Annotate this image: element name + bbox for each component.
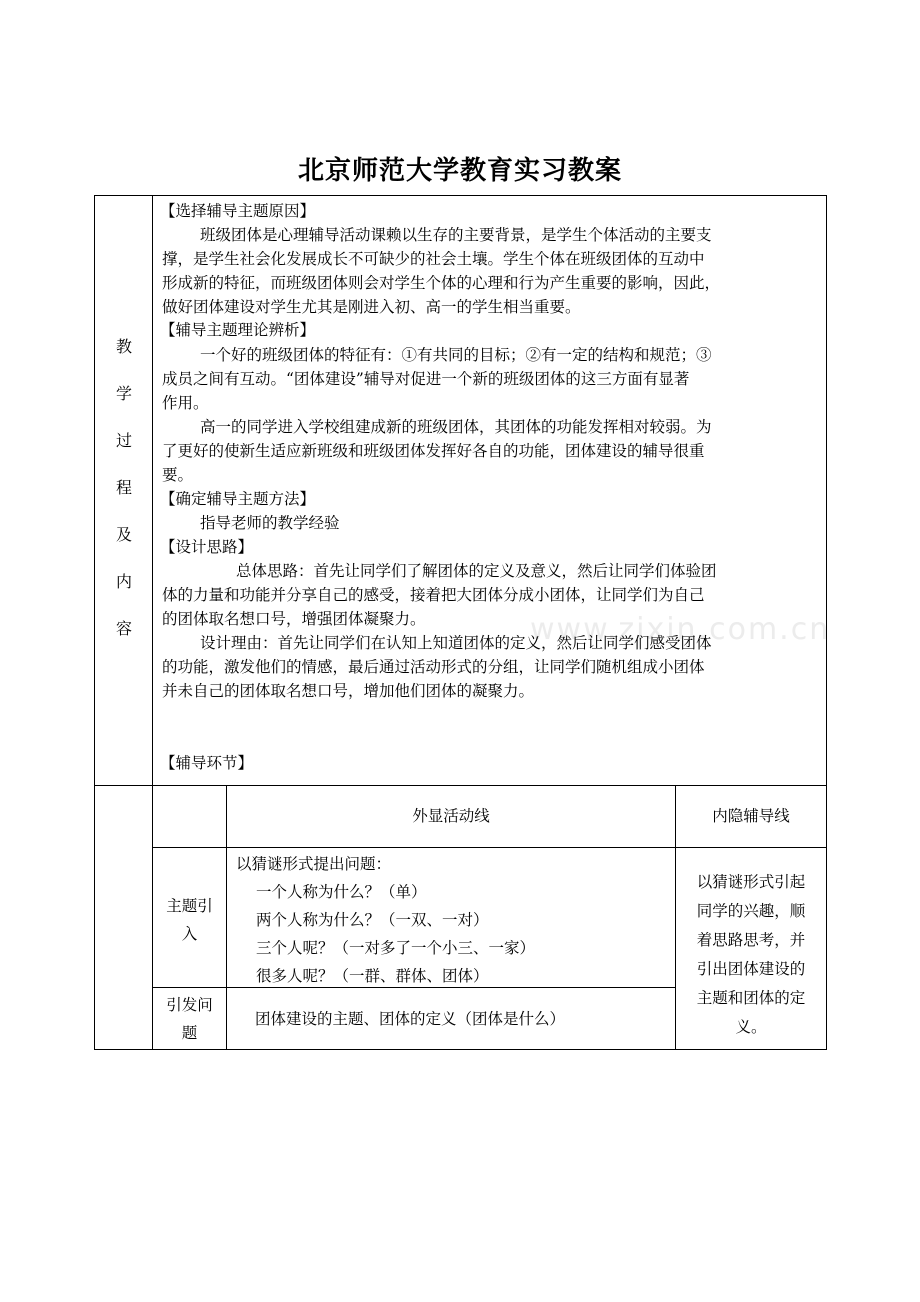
design-line: 的团体取名想口号，增强团体凝聚力。 <box>162 610 426 628</box>
guidance-line: 同学的兴趣，顺 <box>696 902 806 920</box>
theory-line: 高一的同学进入学校组建成新的班级团体，其团体的功能发挥相对较弱。为 <box>200 418 712 436</box>
side-char: 教 <box>115 337 132 356</box>
guidance-line: 以猜谜形式引起 <box>696 873 806 891</box>
header-inner-guidance: 内隐辅导线 <box>712 807 790 825</box>
activity-line: 以猜谜形式提出问题： <box>236 855 392 873</box>
header-outward-activity: 外显活动线 <box>412 807 490 825</box>
reason-line: 做好团体建设对学生尤其是刚进入初、高一的学生相当重要。 <box>162 298 581 316</box>
side-char: 程 <box>115 478 132 497</box>
row2-label-line: 题 <box>181 1024 198 1042</box>
guidance-line: 主题和团体的定 <box>696 989 806 1007</box>
theory-heading: 【辅导主题理论辨析】 <box>160 321 316 339</box>
activity-line: 很多人呢？（一群、群体、团体） <box>256 967 489 985</box>
row1-label <box>153 892 226 948</box>
activity-line: 两个人称为什么？（一双、一对） <box>256 911 489 929</box>
reason-line: 撑，是学生社会化发展成长不可缺少的社会土壤。学生个体在班级团体的互动中 <box>162 250 705 268</box>
design-line: 并未自己的团体取名想口号，增加他们团体的凝聚力。 <box>162 682 535 700</box>
row1-label-line: 入 <box>181 925 198 943</box>
side-char: 过 <box>115 431 132 450</box>
theory-line: 要。 <box>162 466 194 484</box>
activity-line: 三个人呢？（一对多了一个小三、一家） <box>256 939 536 957</box>
design-line: 体的力量和功能并分享自己的感受，接着把大团体分成小团体，让同学们为自己 <box>162 586 705 604</box>
side-char: 内 <box>115 572 132 591</box>
watermark: www.zixin.com.cn <box>530 612 831 647</box>
theory-line: 作用。 <box>162 394 209 412</box>
method-text: 指导老师的教学经验 <box>200 514 340 532</box>
theory-line: 一个好的班级团体的特征有：①有共同的目标；②有一定的结构和规范；③ <box>200 346 712 364</box>
guidance-line: 着思路思考，并 <box>696 931 806 949</box>
guidance-line: 引出团体建设的 <box>696 960 806 978</box>
row2-label-line: 引发问 <box>166 996 213 1014</box>
reason-line: 班级团体是心理辅导活动课赖以生存的主要背景，是学生个体活动的主要支 <box>200 226 712 244</box>
guidance-cell <box>679 868 823 1042</box>
row1-label-line: 主题引 <box>166 897 213 915</box>
design-line: 的功能，激发他们的情感，最后通过活动形式的分组，让同学们随机组成小团体 <box>162 658 705 676</box>
row2-activity: 团体建设的主题、团体的定义（团体是什么） <box>255 1010 566 1028</box>
reason-heading: 【选择辅导主题原因】 <box>160 202 316 220</box>
side-char: 及 <box>115 525 132 544</box>
table-header-rule <box>152 847 827 848</box>
guidance-line: 义。 <box>735 1018 767 1036</box>
page-title: 北京师范大学教育实习教案 <box>297 156 622 186</box>
reason-line: 形成新的特征，而班级团体则会对学生个体的心理和行为产生重要的影响，因此， <box>162 274 721 292</box>
steps-heading: 【辅导环节】 <box>160 754 254 772</box>
theory-line: 成员之间有互动。“团体建设”辅导对促进一个新的班级团体的这三方面有显著 <box>162 370 690 388</box>
side-label <box>95 323 153 652</box>
method-heading: 【确定辅导主题方法】 <box>160 490 316 508</box>
design-line: 设计理由：首先让同学们在认知上知道团体的定义，然后让同学们感受团体 <box>200 634 712 652</box>
design-heading: 【设计思路】 <box>160 538 254 556</box>
side-char: 学 <box>115 384 132 403</box>
design-line: 总体思路：首先让同学们了解团体的定义及意义，然后让同学们体验团 <box>236 562 717 580</box>
side-char: 容 <box>115 619 132 638</box>
row1-activity <box>236 850 672 990</box>
theory-line: 了更好的使新生适应新班级和班级团体发挥好各自的功能，团体建设的辅导很重 <box>162 442 705 460</box>
activity-line: 一个人称为什么？（单） <box>256 883 427 901</box>
row2-label <box>153 991 226 1047</box>
